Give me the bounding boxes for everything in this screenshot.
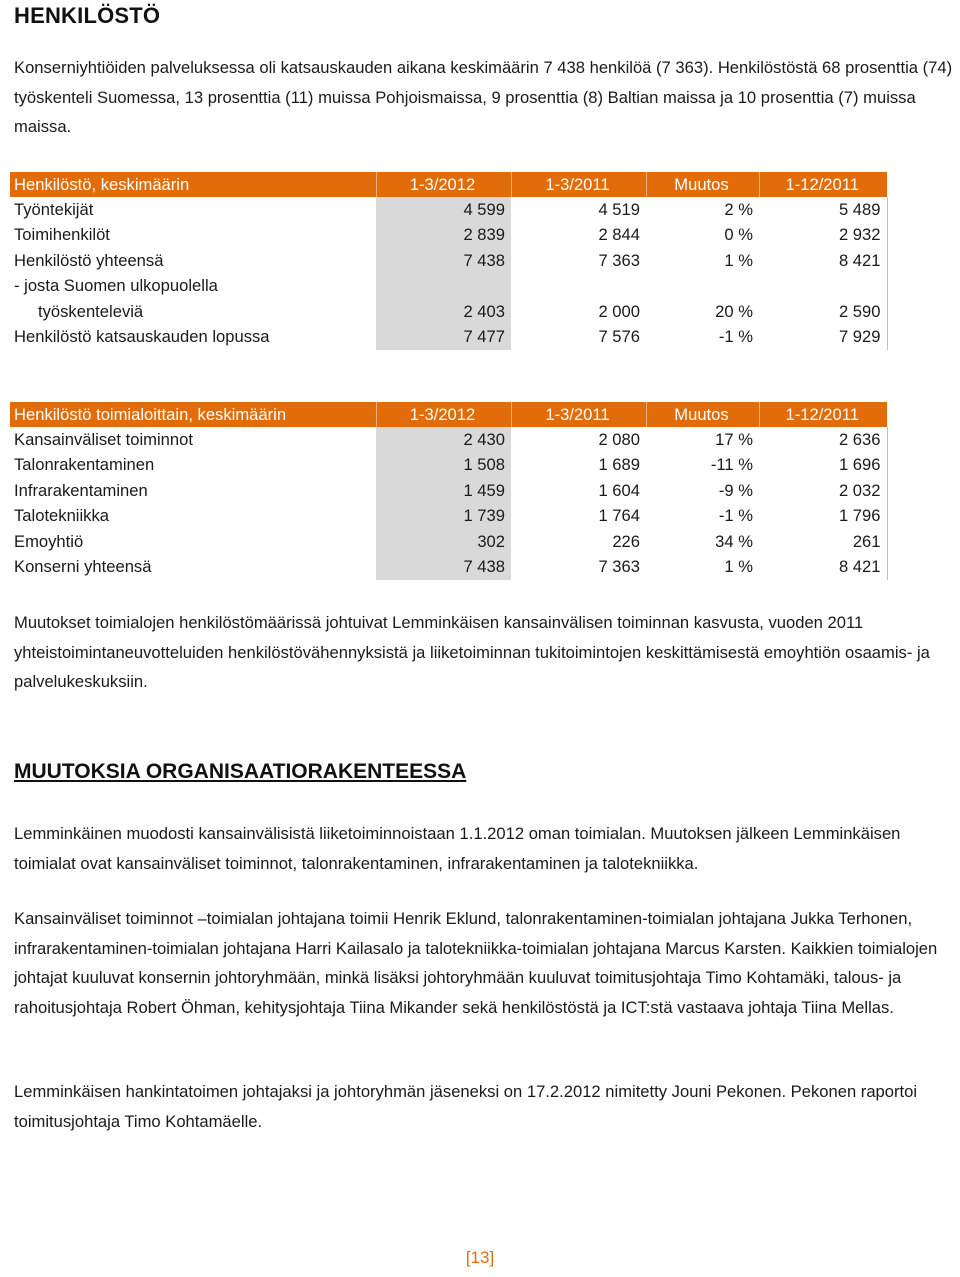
row-value: 2 % — [724, 199, 753, 219]
section-title-henkilosto: HENKILÖSTÖ — [14, 3, 161, 28]
table-row — [10, 427, 887, 453]
table-row — [10, 453, 887, 479]
row-value: 4 599 — [376, 197, 511, 223]
table-row — [10, 325, 887, 351]
row-value: 7 363 — [598, 250, 640, 270]
intro-paragraph: Konserniyhtiöiden palveluksessa oli katsauskauden aikana keskimäärin 7 438 henkilöä (7 363). Henkilöstöstä 68 prosenttia (74) työskenteli Suomessa, 13 prosenttia (11) muissa Pohjoismaissa, 9 prosenttia (8) Baltian maissa ja 10 prosenttia (7) muissa maissa. — [14, 58, 953, 136]
row-value: 2 590 — [759, 299, 887, 325]
table-header-cell: 1-3/2011 — [511, 402, 646, 427]
row-value: 0 % — [724, 225, 753, 245]
row-value: -11 % — [710, 455, 753, 475]
row-label: Talonrakentaminen — [14, 455, 155, 475]
row-value: 7 438 — [376, 248, 511, 274]
row-value: 8 421 — [759, 248, 887, 274]
row-value: 2 839 — [376, 223, 511, 249]
row-value: 1 696 — [759, 453, 887, 479]
row-value: 8 421 — [759, 555, 887, 581]
section-title-organisation-changes: MUUTOKSIA ORGANISAATIORAKENTEESSA — [14, 760, 467, 783]
personnel-table — [10, 172, 888, 350]
organisation-paragraph-3: Lemminkäisen hankintatoimen johtajaksi ja johtoryhmän jäseneksi on 17.2.2012 nimitetty Jouni Pekonen. Pekonen raportoi toimitusjohtaja Timo Kohtamäelle. — [14, 1082, 918, 1131]
row-value: 1 689 — [598, 455, 640, 475]
row-value: -9 % — [718, 480, 753, 500]
table-header-cell: 1-3/2012 — [376, 172, 511, 197]
row-value: 2 032 — [759, 478, 887, 504]
row-value: 1 459 — [376, 478, 511, 504]
row-label: Kansainväliset toiminnot — [14, 429, 193, 449]
row-value: 7 363 — [598, 557, 640, 577]
table-row — [10, 555, 887, 581]
row-value: 2 636 — [759, 427, 887, 453]
table-header-cell: 1-3/2012 — [376, 402, 511, 427]
personnel-by-division-table — [10, 402, 888, 580]
table-row — [10, 274, 887, 300]
table-header-label: Henkilöstö, keskimäärin — [10, 172, 376, 197]
row-value: 2 403 — [376, 299, 511, 325]
table-row — [10, 478, 887, 504]
row-value: -1 % — [718, 327, 753, 347]
row-value: 20 % — [715, 301, 753, 321]
row-label: - josta Suomen ulkopuolella — [14, 276, 218, 296]
row-label: työskenteleviä — [38, 301, 144, 321]
row-label: Emoyhtiö — [14, 531, 84, 551]
row-label: Infrarakentaminen — [14, 480, 148, 500]
row-value: 1 508 — [376, 453, 511, 479]
row-value: 302 — [376, 529, 511, 555]
row-value: 2 000 — [598, 301, 640, 321]
row-value: 226 — [612, 531, 640, 551]
table-header-row — [10, 402, 887, 427]
row-value: 1 % — [724, 250, 753, 270]
row-value: 7 576 — [598, 327, 640, 347]
table-row — [10, 299, 887, 325]
row-value: 5 489 — [759, 197, 887, 223]
row-label: Konserni yhteensä — [14, 557, 152, 577]
table-header-cell: Muutos — [646, 402, 759, 427]
organisation-paragraph-1: Lemminkäinen muodosti kansainvälisistä liiketoiminnoistaan 1.1.2012 oman toimialan. Muutoksen jälkeen Lemminkäisen toimialat ovat kansainväliset toiminnot, talonrakentaminen, infrarakentaminen ja talotekniikka. — [14, 824, 901, 873]
row-value: 1 739 — [376, 504, 511, 530]
row-label: Talotekniikka — [14, 506, 110, 526]
table-row — [10, 248, 887, 274]
row-value — [376, 274, 511, 300]
row-value: 34 % — [715, 531, 753, 551]
row-label: Toimihenkilöt — [14, 225, 110, 245]
row-value: 17 % — [715, 429, 753, 449]
row-value: 2 080 — [598, 429, 640, 449]
row-label: Henkilöstö katsauskauden lopussa — [14, 327, 270, 347]
row-value: 2 932 — [759, 223, 887, 249]
page-number: [13] — [465, 1248, 495, 1267]
row-value: 7 929 — [759, 325, 887, 351]
table-header-row — [10, 172, 887, 197]
row-value: 1 764 — [598, 506, 640, 526]
row-value: 2 430 — [376, 427, 511, 453]
row-value: -1 % — [718, 506, 753, 526]
row-value: 1 604 — [598, 480, 640, 500]
table-header-label: Henkilöstö toimialoittain, keskimäärin — [10, 402, 376, 427]
row-value: 4 519 — [598, 199, 640, 219]
table-header-cell: 1-12/2011 — [759, 172, 887, 197]
table-header-cell: 1-3/2011 — [511, 172, 646, 197]
row-value — [511, 274, 646, 300]
table-row — [10, 223, 887, 249]
row-value: 1 796 — [759, 504, 887, 530]
table-row — [10, 197, 887, 223]
changes-paragraph: Muutokset toimialojen henkilöstömäärissä johtuivat Lemminkäisen kansainvälisen toiminnan kasvusta, vuoden 2011 yhteistoimintaneuvotteluiden henkilöstövähennyksistä ja liiketoiminnan tukitoimintojen keskittämisestä emoyhtiön osaamis- ja palvelukeskuksiin. — [14, 613, 930, 691]
row-label: Työntekijät — [14, 199, 94, 219]
table-header-cell: 1-12/2011 — [759, 402, 887, 427]
row-value: 261 — [759, 529, 887, 555]
row-value: 7 477 — [376, 325, 511, 351]
table-header-cell: Muutos — [646, 172, 759, 197]
row-value: 1 % — [724, 557, 753, 577]
table-row — [10, 529, 887, 555]
table-row — [10, 504, 887, 530]
row-value: 7 438 — [376, 555, 511, 581]
row-value: 2 844 — [598, 225, 640, 245]
row-value — [759, 274, 887, 300]
row-label: Henkilöstö yhteensä — [14, 250, 164, 270]
organisation-paragraph-2: Kansainväliset toiminnot –toimialan johtajana toimii Henrik Eklund, talonrakentaminen-toimialan johtajana Jukka Terhonen, infrarakentaminen-toimialan johtajana Harri Kailasalo ja talotekniikka-toimialan johtajana Marcus Karsten. Kaikkien toimialojen johtajat kuuluvat konsernin johtoryhmään, minkä lisäksi johtoryhmään kuuluvat toimitusjohtaja Timo Kohtamäki, talous- ja rahoitusjohtaja Robert Öhman, kehitysjohtaja Tiina Mikander sekä henkilöstöstä ja ICT:stä vastaava johtaja Tiina Mellas. — [14, 909, 938, 1017]
row-value — [646, 274, 759, 300]
